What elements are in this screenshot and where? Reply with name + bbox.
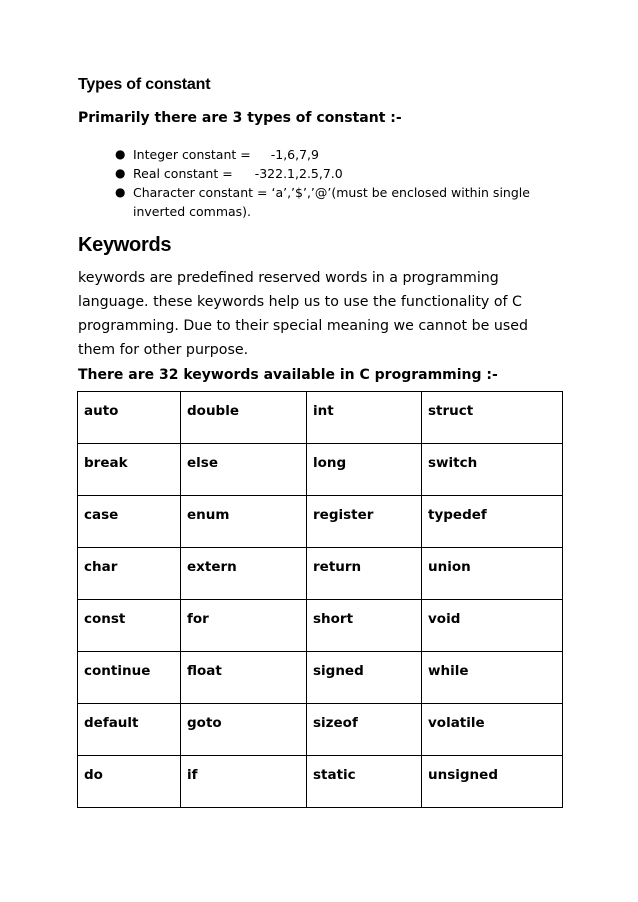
heading-types-of-constant: Types of constant (78, 76, 211, 93)
table-cell: float (181, 652, 307, 704)
table-cell: else (181, 444, 307, 496)
keywords-table (77, 391, 563, 808)
table-cell: for (181, 600, 307, 652)
table-cell: extern (181, 548, 307, 600)
bullet-dot-icon: ● (115, 185, 126, 199)
table-row (78, 600, 563, 652)
table-cell: do (78, 756, 181, 808)
table-cell: unsigned (422, 756, 563, 808)
integer-constant-value: -1,6,7,9 (270, 147, 319, 162)
list-item-integer-constant (78, 145, 548, 164)
constant-types-intro: Primarily there are 3 types of constant :- (78, 110, 402, 126)
character-constant-label: Character constant = (133, 185, 268, 200)
table-cell: const (78, 600, 181, 652)
table-cell: case (78, 496, 181, 548)
table-row (78, 392, 563, 444)
table-cell: register (307, 496, 422, 548)
table-cell: static (307, 756, 422, 808)
character-constant-continuation: inverted commas). (133, 204, 252, 219)
table-cell: continue (78, 652, 181, 704)
table-cell: enum (181, 496, 307, 548)
character-constant-value: ‘a’,’$’,’@’(must be enclosed within single (271, 185, 530, 200)
table-cell: auto (78, 392, 181, 444)
table-cell: return (307, 548, 422, 600)
table-cell: volatile (422, 704, 563, 756)
bullet-dot-icon: ● (115, 147, 126, 161)
table-cell: short (307, 600, 422, 652)
real-constant-value: -322.1,2.5,7.0 (254, 166, 343, 181)
real-constant-label: Real constant = (133, 166, 233, 181)
heading-keywords: Keywords (78, 234, 172, 256)
integer-constant-label: Integer constant = (133, 147, 251, 162)
table-cell: default (78, 704, 181, 756)
table-row (78, 704, 563, 756)
table-row (78, 496, 563, 548)
table-cell: while (422, 652, 563, 704)
constant-types-list (78, 145, 548, 221)
table-row (78, 548, 563, 600)
table-cell: if (181, 756, 307, 808)
list-item-real-constant (78, 164, 548, 183)
table-cell: typedef (422, 496, 563, 548)
table-row (78, 652, 563, 704)
table-cell: signed (307, 652, 422, 704)
table-cell: double (181, 392, 307, 444)
table-cell: char (78, 548, 181, 600)
table-cell: long (307, 444, 422, 496)
keywords-table-caption: There are 32 keywords available in C programming :- (78, 367, 498, 383)
table-row (78, 444, 563, 496)
table-cell: void (422, 600, 563, 652)
table-cell: int (307, 392, 422, 444)
list-item-character-constant (78, 183, 548, 221)
bullet-dot-icon: ● (115, 166, 126, 180)
keywords-paragraph: keywords are predefined reserved words in a programming language. these keywords help us to use the functionality of C programming. Due to their special meaning we cannot be used them for other purpose. (78, 270, 528, 358)
table-cell: union (422, 548, 563, 600)
table-cell: struct (422, 392, 563, 444)
table-cell: goto (181, 704, 307, 756)
table-cell: switch (422, 444, 563, 496)
table-row (78, 756, 563, 808)
table-cell: break (78, 444, 181, 496)
table-cell: sizeof (307, 704, 422, 756)
